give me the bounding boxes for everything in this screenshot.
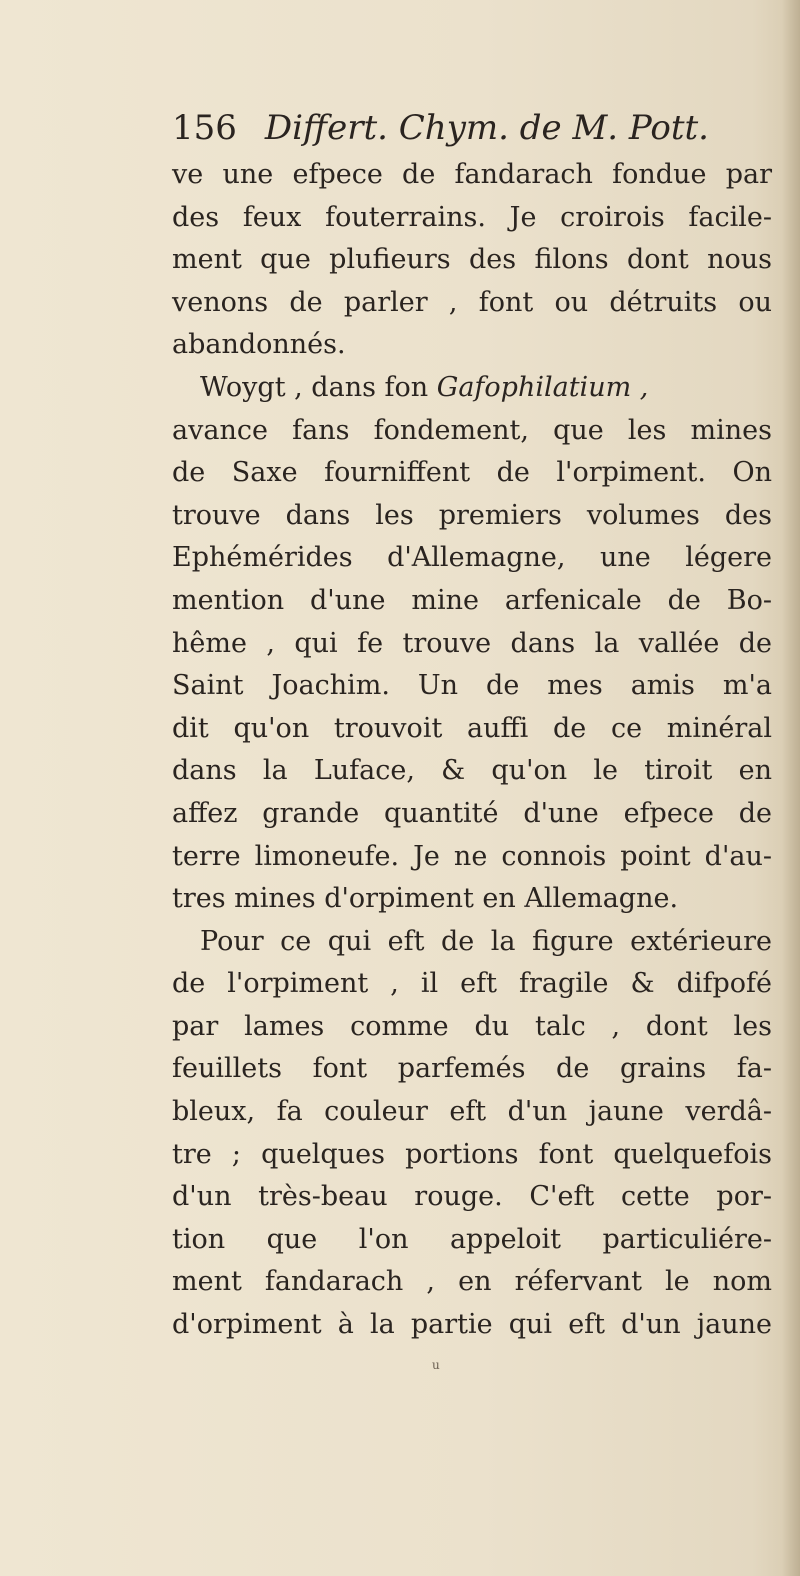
book-title: Gafophilatium , <box>436 371 649 403</box>
text-line: affez grande quantité d'une efpece de <box>172 797 772 829</box>
text-line: tre ; quelques portions font quelquefois <box>172 1138 772 1170</box>
running-title: Differt. Chym. de M. Pott. <box>264 108 709 148</box>
text-line: venons de parler , font ou détruits ou <box>172 286 772 318</box>
text-line: ve une efpece de fandarach fondue par <box>172 159 772 190</box>
text-line: Saint Joachim. Un de mes amis m'a <box>172 670 772 702</box>
text-line: ment que plufieurs des filons dont nous <box>172 244 772 276</box>
body-text <box>172 154 772 1347</box>
text-line: par lames comme du talc , dont les <box>172 1010 772 1042</box>
text-line: trouve dans les premiers volumes des <box>172 499 772 531</box>
text-line: terre limoneufe. Je ne connois point d'au- <box>172 840 772 872</box>
text-line: d'un très-beau rouge. C'eft cette por- <box>172 1181 772 1213</box>
text-line: Pour ce qui eft de la figure extérieure <box>200 925 772 957</box>
text-line: tion que l'on appeloit particuliére- <box>172 1223 772 1255</box>
text-span: Woygt , dans fon <box>200 371 437 403</box>
text-line: hême , qui fe trouve dans la vallée de <box>172 627 772 659</box>
signature-mark: u <box>432 1358 440 1372</box>
text-line: avance fans fondement, que les mines <box>172 414 772 446</box>
text-line: abandonnés. <box>172 329 346 361</box>
text-line: ment fandarach , en réfervant le nom <box>172 1266 772 1298</box>
text-line: d'orpiment à la partie qui eft d'un jaune <box>172 1309 772 1341</box>
text-line: dit qu'on trouvoit auffi de ce minéral <box>172 712 772 744</box>
text-line: de Saxe fourniffent de l'orpiment. On <box>172 457 772 489</box>
text-line: des feux fouterrains. Je croirois facile- <box>172 201 772 233</box>
text-line: tres mines d'orpiment en Allemagne. <box>172 883 679 915</box>
text-line: de l'orpiment , il eft fragile & difpofé <box>172 968 772 1000</box>
page-number: 156 <box>172 108 237 148</box>
page-header <box>172 100 772 156</box>
text-line: dans la Luface, & qu'on le tiroit en <box>172 755 772 787</box>
text-line <box>172 367 772 410</box>
text-line: Ephémérides d'Allemagne, une légere <box>172 542 772 574</box>
text-line: bleux, fa couleur eft d'un jaune verdâ- <box>172 1096 772 1128</box>
text-line: feuillets font parfemés de grains fa- <box>172 1053 772 1085</box>
spine-shadow <box>782 0 800 1576</box>
text-line: mention d'une mine arfenicale de Bo- <box>172 584 772 616</box>
